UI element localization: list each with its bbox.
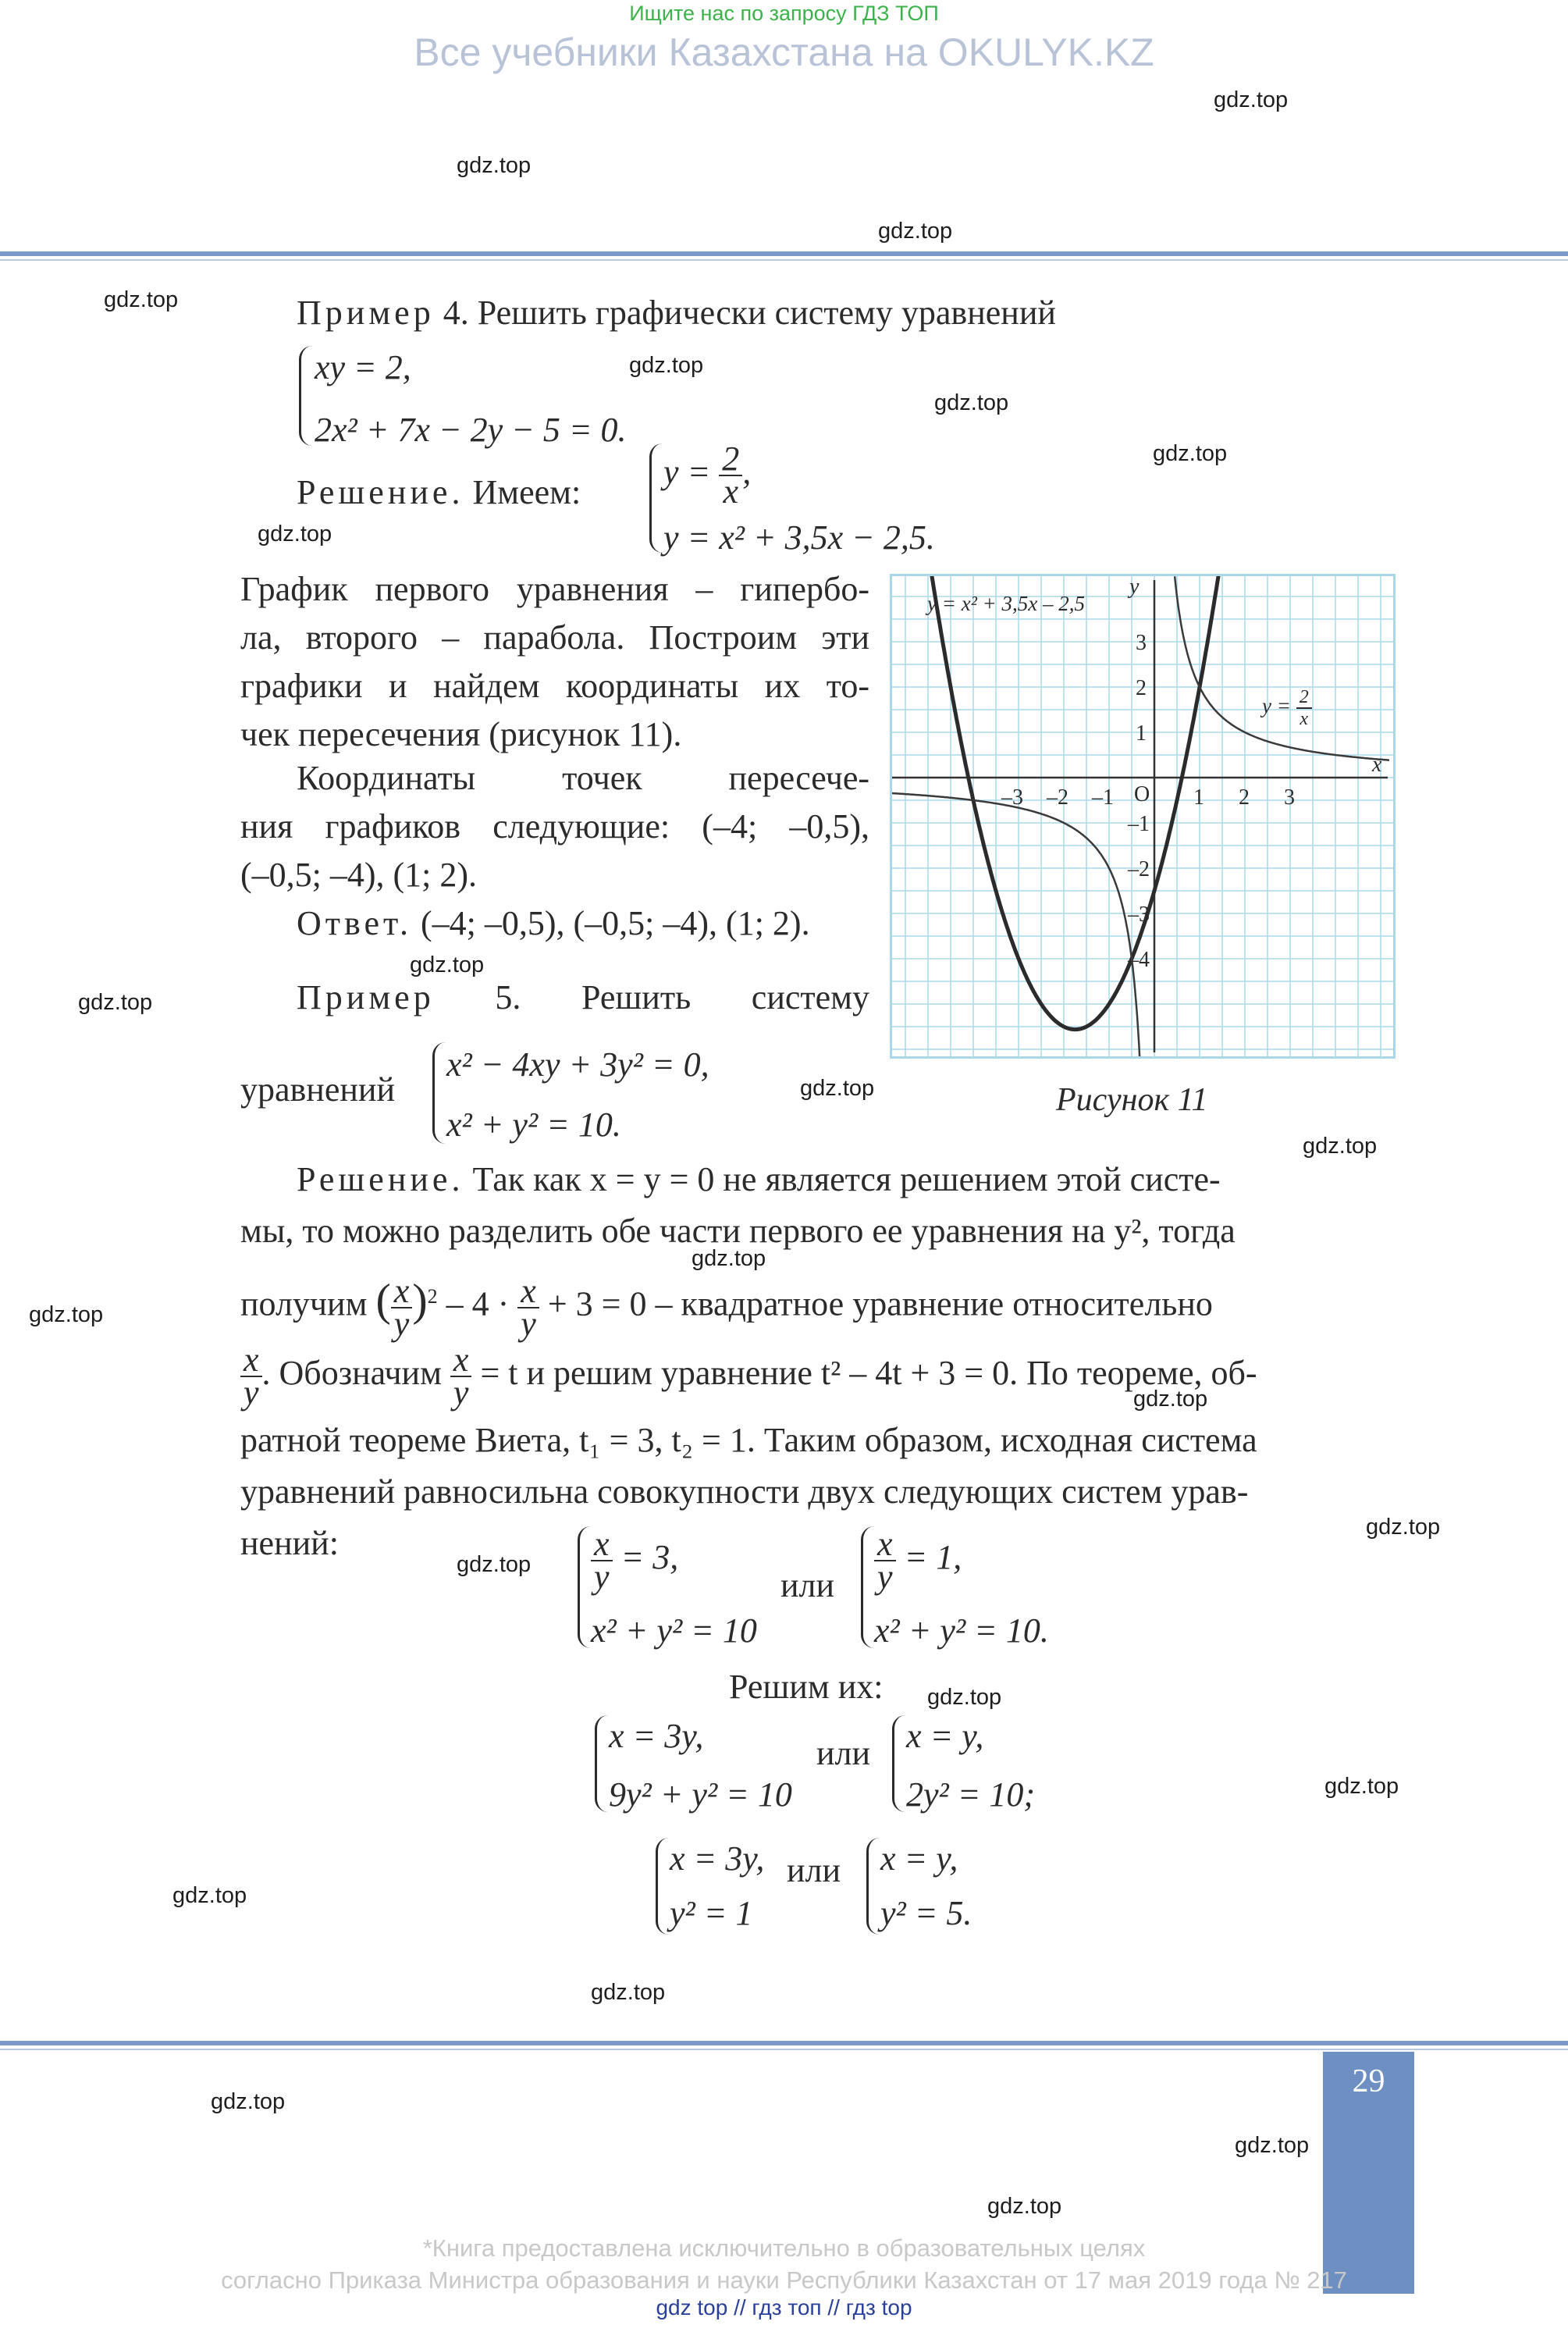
example5-line5: ратной теореме Виета, t₁ = 3, t₂ = 1. Таким образом, исходная система: [240, 1421, 1257, 1459]
site-banner[interactable]: Все учебники Казахстана на OKULYK.KZ: [414, 30, 1154, 74]
y-tick-label: 2: [1136, 676, 1147, 700]
x-tick-label: –2: [1047, 785, 1068, 810]
sysB1-eq1: $\frac{x}{y}$ = 1,: [874, 1529, 962, 1593]
sysB2-brace: [892, 1715, 905, 1812]
sysA3-brace: [656, 1838, 669, 1935]
watermark: gdz.top: [1153, 441, 1228, 466]
search-note: Ищите нас по запросу ГДЗ ТОП: [629, 2, 939, 25]
y-tick-label: –1: [1128, 812, 1150, 836]
watermark: gdz.top: [1324, 1774, 1399, 1799]
watermark: gdz.top: [258, 522, 332, 547]
watermark: gdz.top: [692, 1246, 766, 1271]
origin-label: O: [1134, 782, 1150, 806]
parabola-curve: [931, 576, 1219, 1030]
sysB3-brace: [866, 1838, 880, 1935]
y-tick-label: –2: [1128, 857, 1150, 881]
sysB2-eq2: 2y² = 10;: [906, 1775, 1036, 1814]
watermark: gdz.top: [800, 1076, 875, 1101]
sysB3-eq1: x = y,: [880, 1839, 958, 1878]
example5-line7: нений:: [240, 1524, 339, 1562]
or-1: или: [780, 1566, 835, 1604]
page-number: 29: [1352, 2063, 1385, 2099]
example5-line4: $\frac{x}{y}$ . Обозначим $\frac{x}{y}$ = t и решим уравнение t² – 4t + 3 = 0. По теореме, об-: [240, 1344, 1257, 1408]
example4-solution: Решение. Имеем:: [297, 473, 581, 511]
example4-answer: Ответ. (–4; –0,5), (–0,5; –4), (1; 2).: [297, 904, 810, 942]
example4-brace: [299, 346, 312, 446]
watermark: gdz.top: [629, 353, 704, 378]
solve-them: Решим их:: [729, 1668, 884, 1706]
watermark: gdz.top: [1303, 1134, 1378, 1159]
example4-title: Пример 4. Решить графически систему уравнений: [297, 294, 1056, 332]
example4-eq2: 2x² + 7x − 2y − 5 = 0.: [315, 411, 627, 449]
watermark: gdz.top: [934, 390, 1009, 415]
example4-eq1: xy = 2,: [315, 348, 411, 386]
y-tick-label: –3: [1128, 903, 1150, 927]
sysA3-eq1: x = 3y,: [670, 1839, 765, 1878]
watermark: gdz.top: [1235, 2133, 1310, 2158]
example4-solution-brace: [649, 443, 663, 553]
example5-brace: [432, 1042, 446, 1144]
watermark: gdz.top: [591, 1980, 666, 2005]
sysB3-eq2: y² = 5.: [880, 1894, 972, 1932]
or-2: или: [816, 1734, 871, 1772]
watermark: gdz.top: [878, 219, 953, 244]
watermark: gdz.top: [987, 2194, 1062, 2219]
sysB2-eq1: x = y,: [906, 1717, 984, 1755]
hyperbola-branch-left: [892, 793, 1140, 1056]
watermark: gdz.top: [1133, 1387, 1208, 1412]
top-rule: [0, 251, 1568, 256]
watermark: gdz.top: [172, 1883, 247, 1908]
example4-paragraph1: График первого уравнения – гипербо- ла, второго – парабола. Построим эти графики и найдем координаты их то- чек пересечения (рисунок 11).: [240, 570, 869, 753]
sysB1-eq2: x² + y² = 10.: [874, 1611, 1049, 1650]
x-axis-label: x: [1372, 753, 1382, 777]
example5-solution-line1: Решение. Так как x = y = 0 не является решением этой систе-: [297, 1160, 1221, 1198]
watermark: gdz.top: [927, 1685, 1002, 1710]
figure-11-graph: [892, 576, 1393, 1056]
y-axis-label: y: [1129, 576, 1140, 599]
example5-line6: уравнений равносильна совокупности двух следующих систем урав-: [240, 1472, 1249, 1511]
watermark: gdz.top: [1214, 87, 1289, 112]
watermark: gdz.top: [29, 1302, 104, 1327]
example4-paragraph2: Координаты точек пересече- ния графиков следующие: (–4; –0,5), (–0,5; –4), (1; 2).: [240, 759, 869, 894]
example5-line2: мы, то можно разделить обе части первого ее уравнения на y², тогда: [240, 1212, 1236, 1250]
x-tick-label: 1: [1193, 785, 1204, 810]
sysA1-eq2: x² + y² = 10: [591, 1611, 757, 1650]
figure-caption: Рисунок 11: [1056, 1082, 1208, 1118]
sysA3-eq2: y² = 1: [670, 1894, 753, 1932]
sysA2-brace: [595, 1715, 608, 1812]
watermark: gdz.top: [211, 2089, 286, 2114]
watermark: gdz.top: [457, 153, 532, 178]
figure-11: [890, 574, 1396, 1059]
example5-eq1: x² − 4xy + 3y² = 0,: [446, 1045, 709, 1084]
sysA2-eq1: x = 3y,: [609, 1717, 704, 1755]
example5-intro: уравнений: [240, 1070, 396, 1109]
parabola-label: y = x² + 3,5x – 2,5: [927, 592, 1085, 615]
y-tick-label: 1: [1136, 721, 1147, 746]
footer-links[interactable]: gdz top // гдз топ // гдз top: [656, 2295, 912, 2320]
watermark: gdz.top: [104, 287, 179, 312]
watermark: gdz.top: [457, 1552, 532, 1577]
x-tick-label: 2: [1239, 785, 1250, 810]
example5-line3: получим ( $\frac{x}{y}$ )$^2$ – 4 · $\frac{x}{y}$ + 3 = 0 – квадратное уравнение относительно: [240, 1271, 1213, 1343]
example5-eq2: x² + y² = 10.: [446, 1105, 621, 1144]
sysA2-eq2: 9y² + y² = 10: [609, 1775, 792, 1814]
watermark: gdz.top: [1366, 1515, 1441, 1540]
bottom-rule-thin: [0, 2049, 1568, 2050]
x-tick-label: –1: [1092, 785, 1114, 810]
example4-sys-eq1: y = $\frac{2}{x}$ ,: [663, 440, 752, 511]
example4-sys-eq2: y = x² + 3,5x − 2,5.: [663, 518, 935, 557]
hyperbola-label: y = $\frac{2}{x}$: [1262, 687, 1312, 729]
watermark: gdz.top: [410, 952, 485, 977]
footer-line2: согласно Приказа Министра образования и науки Республики Казахстан от 17 мая 2019 года № 217: [221, 2266, 1347, 2294]
sysA1-eq1: $\frac{x}{y}$ = 3,: [591, 1529, 678, 1593]
footer-line1: *Книга предоставлена исключительно в образовательных целях: [422, 2234, 1146, 2262]
or-3: или: [787, 1851, 841, 1889]
bottom-rule: [0, 2041, 1568, 2045]
example5-title: Пример 5. Решить систему: [297, 978, 870, 1016]
sysB1-brace: [861, 1526, 874, 1648]
x-tick-label: –3: [1001, 785, 1023, 810]
watermark: gdz.top: [78, 990, 153, 1015]
y-tick-label: –4: [1128, 948, 1150, 972]
y-tick-label: 3: [1136, 631, 1147, 655]
sysA1-brace: [578, 1526, 591, 1648]
x-tick-label: 3: [1284, 785, 1295, 810]
top-rule-thin: [0, 259, 1568, 261]
